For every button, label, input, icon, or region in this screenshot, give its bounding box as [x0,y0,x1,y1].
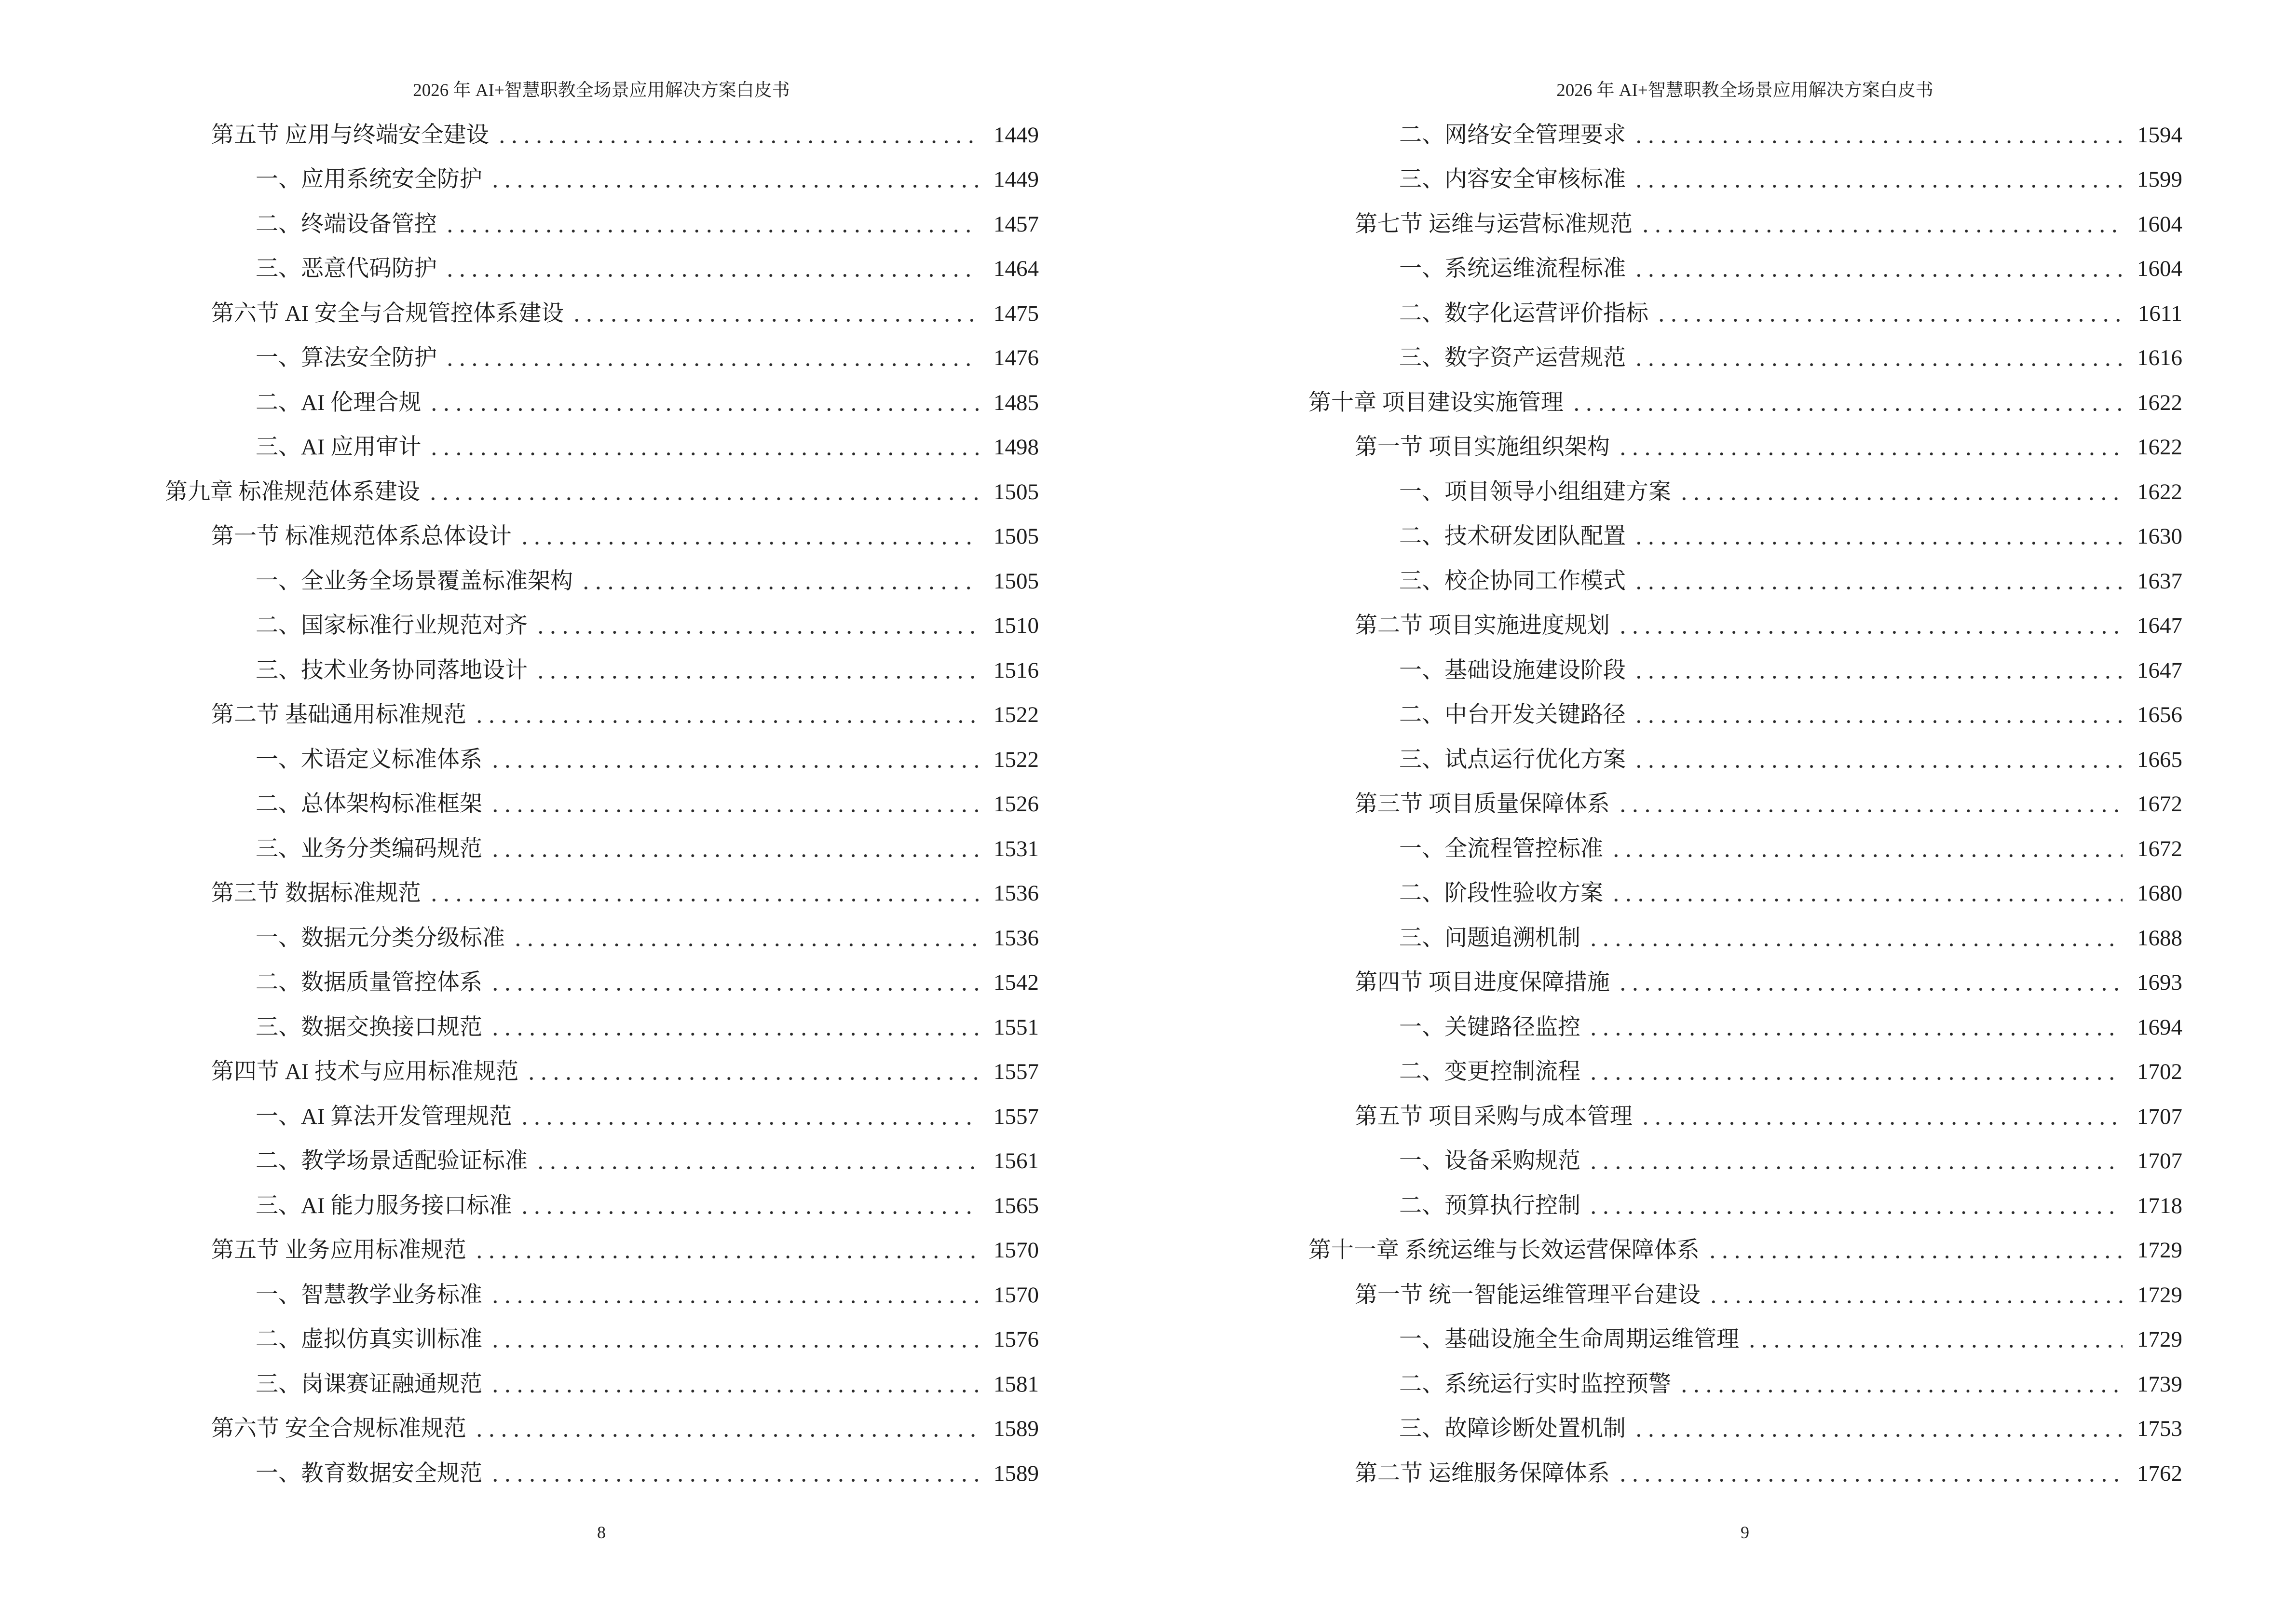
toc-entry-page-number: 1589 [994,1460,1039,1486]
toc-entry-item [164,247,1039,292]
toc-entry-page-number: 1656 [2137,702,2182,728]
toc-entry-page-number: 1630 [2137,524,2182,549]
toc-entry-item [1307,1050,2182,1095]
toc-entry-page-number: 1729 [2137,1238,2182,1263]
dot-leader [1639,1105,2123,1128]
toc-entry-title: 第七节 运维与运营标准规范 [1355,211,1633,237]
dot-leader [428,436,979,459]
toc-entry-item [1307,916,2182,961]
dot-leader [489,749,979,771]
toc-entry-item [1307,1005,2182,1050]
toc-entry-title: 三、问题追溯机制 [1399,925,1580,951]
toc-entry-page-number: 1449 [994,122,1039,148]
toc-entry-page-number: 1707 [2137,1148,2182,1174]
toc-entry-title: 一、基础设施全生命周期运维管理 [1399,1327,1739,1352]
toc-entry-title: 第五节 应用与终端安全建设 [211,122,489,148]
dot-leader [489,1373,979,1396]
dot-leader [1639,213,2123,236]
toc-entry-page-number: 1707 [2137,1104,2182,1129]
toc-entry-item [1307,515,2182,560]
toc-entry-title: 一、系统运维流程标准 [1399,256,1626,282]
toc-entry-page-number: 1570 [994,1282,1039,1308]
toc-entry-page-number: 1526 [994,792,1039,817]
toc-entry-title: 第三节 数据标准规范 [211,881,421,906]
toc-entry-title: 三、AI 能力服务接口标准 [256,1193,512,1218]
toc-entry-page-number: 1622 [2137,390,2182,415]
toc-entry-item [164,827,1039,872]
toc-entry-title: 第十章 项目建设实施管理 [1308,390,1564,415]
toc-entry-item [164,1273,1039,1318]
dot-leader [1633,347,2123,369]
toc-entry-section [164,291,1039,336]
toc-entry-title: 三、AI 应用审计 [256,435,422,460]
toc-entry-title: 第五节 业务应用标准规范 [211,1238,466,1263]
toc-entry-title: 二、总体架构标准框架 [256,792,482,817]
toc-entry-title: 一、应用系统安全防护 [256,167,482,192]
toc-entry-page-number: 1522 [994,747,1039,772]
toc-entry-page-number: 1522 [994,702,1039,728]
toc-entry-item [164,1094,1039,1139]
toc-entry-title: 二、数据质量管控体系 [256,970,482,996]
toc-entry-page-number: 1693 [2137,970,2182,996]
toc-entry-item [164,202,1039,247]
toc-entry-page-number: 1551 [994,1014,1039,1040]
toc-entry-title: 第六节 AI 安全与合规管控体系建设 [211,300,564,326]
toc-entry-section [164,1228,1039,1273]
toc-entry-page-number: 1457 [994,211,1039,237]
dot-leader [1587,1061,2123,1083]
dot-leader [428,882,979,905]
toc-entry-title: 第四节 项目进度保障措施 [1355,970,1610,996]
dot-leader [1633,258,2123,280]
toc-entry-page-number: 1647 [2137,657,2182,683]
toc-entry-page-number: 1622 [2137,479,2182,505]
toc-entry-item [164,961,1039,1006]
toc-entry-item [1307,336,2182,381]
dot-leader [427,481,979,504]
toc-entry-title: 第十一章 系统运维与长效运营保障体系 [1308,1238,1700,1263]
toc-entry-title: 第一节 统一智能运维管理平台建设 [1355,1282,1701,1308]
dot-leader [1610,838,2123,860]
toc-entry-page-number: 1616 [2137,345,2182,371]
dot-leader [496,124,979,147]
dot-leader [1633,570,2123,593]
toc-entry-title: 第二节 项目实施进度规划 [1355,613,1610,639]
toc-entry-title: 三、校企协同工作模式 [1399,568,1626,594]
toc-entry-section [1307,425,2182,470]
toc-entry-page-number: 1557 [994,1104,1039,1129]
toc-entry-item [1307,872,2182,916]
dot-leader [534,1150,979,1173]
toc-entry-title: 二、国家标准行业规范对齐 [256,613,528,639]
toc-entry-page-number: 1694 [2137,1014,2182,1040]
toc-entry-title: 第一节 项目实施组织架构 [1355,435,1610,460]
toc-entry-page-number: 1510 [994,613,1039,639]
toc-entry-title: 一、全流程管控标准 [1399,836,1603,861]
dot-leader [1633,525,2123,548]
dot-leader [473,1418,979,1440]
dot-leader [489,838,979,860]
toc-entry-item [164,737,1039,782]
toc-entry-page-number: 1570 [994,1238,1039,1263]
toc-entry-item [164,1451,1039,1496]
toc-entry-page-number: 1729 [2137,1282,2182,1308]
dot-leader [489,1284,979,1307]
dot-leader [444,213,979,236]
dot-leader [1707,1284,2123,1307]
dot-leader [1633,749,2123,771]
dot-leader [512,927,979,950]
toc-entry-section [1307,961,2182,1006]
toc-entry-item [1307,1184,2182,1228]
toc-entry-page-number: 1599 [2137,167,2182,192]
toc-entry-page-number: 1622 [2137,435,2182,460]
toc-entry-title: 第一节 标准规范体系总体设计 [211,524,512,549]
toc-entry-title: 二、数字化运营评价指标 [1399,300,1648,326]
toc-entry-title: 第九章 标准规范体系建设 [165,479,420,505]
toc-entry-item [164,604,1039,649]
dot-leader [1610,882,2123,905]
toc-entry-section [1307,1094,2182,1139]
toc-entry-item [1307,1407,2182,1452]
dot-leader [1587,1016,2123,1039]
toc-entry-section [164,872,1039,916]
toc-entry-title: 三、数字资产运营规范 [1399,345,1626,371]
toc-entry-item [1307,470,2182,515]
toc-entry-item [1307,1139,2182,1184]
toc-entry-page-number: 1604 [2137,211,2182,237]
toc-entry-title: 三、技术业务协同落地设计 [256,657,528,683]
toc-entry-page-number: 1449 [994,167,1039,192]
toc-entry-page-number: 1581 [994,1371,1039,1397]
toc-entry-title: 二、预算执行控制 [1399,1193,1580,1218]
toc-entry-title: 一、术语定义标准体系 [256,747,482,772]
toc-entry-title: 一、算法安全防护 [256,345,437,371]
toc-entry-item [164,782,1039,827]
toc-entry-item [164,425,1039,470]
dot-leader [489,1328,979,1351]
toc-entry-item [164,1318,1039,1363]
toc-entry-section [1307,1451,2182,1496]
dot-leader [489,1016,979,1039]
dot-leader [1587,927,2123,950]
dot-leader [1633,124,2123,147]
toc-entry-title: 第五节 项目采购与成本管理 [1355,1104,1633,1129]
toc-entry-title: 一、智慧教学业务标准 [256,1282,482,1308]
dot-leader [1633,168,2123,191]
toc-entry-item [1307,1318,2182,1363]
toc-entry-page-number: 1611 [2137,300,2182,326]
toc-entry-page-number: 1739 [2137,1371,2182,1397]
dot-leader [1587,1150,2123,1173]
toc-entry-chapter [1307,381,2182,425]
toc-entry-section [164,1407,1039,1452]
toc-entry-title: 一、项目领导小组组建方案 [1399,479,1671,505]
toc-entry-title: 三、试点运行优化方案 [1399,747,1626,772]
toc-entry-page-number: 1485 [994,390,1039,415]
toc-entry-page-number: 1576 [994,1327,1039,1352]
toc-entry-section [1307,202,2182,247]
toc-entry-page-number: 1718 [2137,1193,2182,1218]
dot-leader [518,1105,979,1128]
toc-entry-item [1307,1362,2182,1407]
toc-entry-item [1307,693,2182,738]
toc-entry-title: 二、技术研发团队配置 [1399,524,1626,549]
toc-entry-item [164,1139,1039,1184]
toc-entry-title: 一、AI 算法开发管理规范 [256,1104,512,1129]
toc-entry-title: 一、设备采购规范 [1399,1148,1580,1174]
toc-entry-page-number: 1680 [2137,881,2182,906]
toc-entry-title: 二、系统运行实时监控预警 [1399,1371,1671,1397]
dot-leader [1617,971,2123,994]
toc-entry-page-number: 1702 [2137,1059,2182,1085]
toc-entry-title: 二、阶段性验收方案 [1399,881,1603,906]
toc-entry-title: 二、教学场景适配验证标准 [256,1148,528,1174]
running-header: 2026 年 AI+智慧职教全场景应用解决方案白皮书 [1556,81,1933,100]
toc-entry-page-number: 1647 [2137,613,2182,639]
dot-leader [428,392,979,414]
table-of-contents [164,113,1039,1496]
toc-entry-item [164,916,1039,961]
toc-entry-title: 第三节 项目质量保障体系 [1355,792,1610,817]
toc-entry-page-number: 1531 [994,836,1039,861]
toc-entry-title: 三、故障诊断处置机制 [1399,1416,1626,1442]
dot-leader [518,525,979,548]
dot-leader [1706,1239,2123,1262]
dot-leader [1617,614,2123,637]
toc-entry-item [164,158,1039,203]
toc-entry-section [164,1050,1039,1095]
toc-entry-item [164,648,1039,693]
toc-entry-title: 二、AI 伦理合规 [256,390,422,415]
toc-entry-item [1307,291,2182,336]
toc-entry-page-number: 1498 [994,435,1039,460]
toc-entry-section [164,515,1039,560]
toc-entry-title: 一、关键路径监控 [1399,1014,1580,1040]
dot-leader [534,614,979,637]
toc-entry-section [1307,1273,2182,1318]
toc-entry-title: 一、全业务全场景覆盖标准架构 [256,568,573,594]
toc-entry-item [1307,247,2182,292]
toc-entry-title: 三、岗课赛证融通规范 [256,1371,482,1397]
dot-leader [580,570,979,593]
toc-entry-page-number: 1542 [994,970,1039,996]
toc-entry-title: 第二节 运维服务保障体系 [1355,1460,1610,1486]
toc-entry-title: 二、终端设备管控 [256,211,437,237]
toc-entry-page-number: 1594 [2137,122,2182,148]
dot-leader [1617,436,2123,459]
toc-entry-item [164,1362,1039,1407]
toc-entry-item [164,559,1039,604]
dot-leader [534,659,979,682]
toc-entry-item [1307,648,2182,693]
dot-leader [1633,1418,2123,1440]
toc-entry-title: 二、变更控制流程 [1399,1059,1580,1085]
toc-entry-section [1307,604,2182,649]
toc-entry-page-number: 1672 [2137,792,2182,817]
toc-entry-page-number: 1475 [994,300,1039,326]
toc-entry-title: 二、网络安全管理要求 [1399,122,1626,148]
toc-entry-page-number: 1536 [994,881,1039,906]
toc-entry-title: 一、基础设施建设阶段 [1399,657,1626,683]
toc-entry-page-number: 1672 [2137,836,2182,861]
dot-leader [1617,1462,2123,1485]
toc-entry-title: 第二节 基础通用标准规范 [211,702,466,728]
running-header: 2026 年 AI+智慧职教全场景应用解决方案白皮书 [413,81,790,100]
toc-entry-title: 二、虚拟仿真实训标准 [256,1327,482,1352]
table-of-contents [1307,113,2182,1496]
dot-leader [489,1462,979,1485]
dot-leader [489,168,979,191]
toc-entry-page-number: 1688 [2137,925,2182,951]
dot-leader [1587,1195,2123,1217]
toc-entry-page-number: 1604 [2137,256,2182,282]
toc-entry-item [1307,113,2182,158]
toc-entry-section [164,113,1039,158]
toc-entry-chapter [1307,1228,2182,1273]
toc-entry-item [1307,559,2182,604]
toc-entry-item [164,1005,1039,1050]
document-page-right [1144,0,2287,1624]
toc-entry-item [1307,827,2182,872]
toc-entry-title: 三、业务分类编码规范 [256,836,482,861]
toc-entry-page-number: 1561 [994,1148,1039,1174]
dot-leader [444,347,979,369]
toc-entry-page-number: 1753 [2137,1416,2182,1442]
toc-entry-title: 二、中台开发关键路径 [1399,702,1626,728]
toc-entry-section [1307,782,2182,827]
dot-leader [473,704,979,726]
dot-leader [1678,481,2123,504]
dot-leader [518,1195,979,1217]
dot-leader [1746,1328,2123,1351]
toc-entry-item [164,1184,1039,1228]
dot-leader [1678,1373,2123,1396]
toc-entry-page-number: 1665 [2137,747,2182,772]
page-number: 8 [597,1523,606,1542]
dot-leader [1617,793,2123,816]
toc-entry-page-number: 1505 [994,479,1039,505]
toc-entry-chapter [164,470,1039,515]
toc-entry-item [1307,158,2182,203]
toc-entry-page-number: 1589 [994,1416,1039,1442]
toc-entry-page-number: 1557 [994,1059,1039,1085]
toc-entry-page-number: 1565 [994,1193,1039,1218]
toc-entry-section [164,693,1039,738]
dot-leader [473,1239,979,1262]
dot-leader [571,302,979,325]
toc-entry-item [1307,737,2182,782]
dot-leader [1655,302,2124,325]
toc-entry-page-number: 1505 [994,568,1039,594]
toc-entry-title: 一、教育数据安全规范 [256,1460,482,1486]
dot-leader [1633,659,2123,682]
dot-leader [444,258,979,280]
toc-entry-page-number: 1516 [994,657,1039,683]
toc-entry-title: 一、数据元分类分级标准 [256,925,505,951]
page-number: 9 [1741,1523,1749,1542]
dot-leader [489,971,979,994]
dot-leader [1570,392,2123,414]
toc-entry-page-number: 1464 [994,256,1039,282]
toc-entry-page-number: 1476 [994,345,1039,371]
dot-leader [1633,704,2123,726]
toc-entry-page-number: 1637 [2137,568,2182,594]
toc-entry-title: 三、内容安全审核标准 [1399,167,1626,192]
dot-leader [489,793,979,816]
toc-entry-item [164,336,1039,381]
toc-entry-item [164,381,1039,425]
toc-entry-title: 第六节 安全合规标准规范 [211,1416,466,1442]
toc-entry-title: 三、数据交换接口规范 [256,1014,482,1040]
toc-entry-page-number: 1536 [994,925,1039,951]
toc-entry-title: 三、恶意代码防护 [256,256,437,282]
toc-entry-page-number: 1762 [2137,1460,2182,1486]
toc-entry-page-number: 1729 [2137,1327,2182,1352]
toc-entry-title: 第四节 AI 技术与应用标准规范 [211,1059,519,1085]
toc-entry-page-number: 1505 [994,524,1039,549]
dot-leader [525,1061,979,1083]
